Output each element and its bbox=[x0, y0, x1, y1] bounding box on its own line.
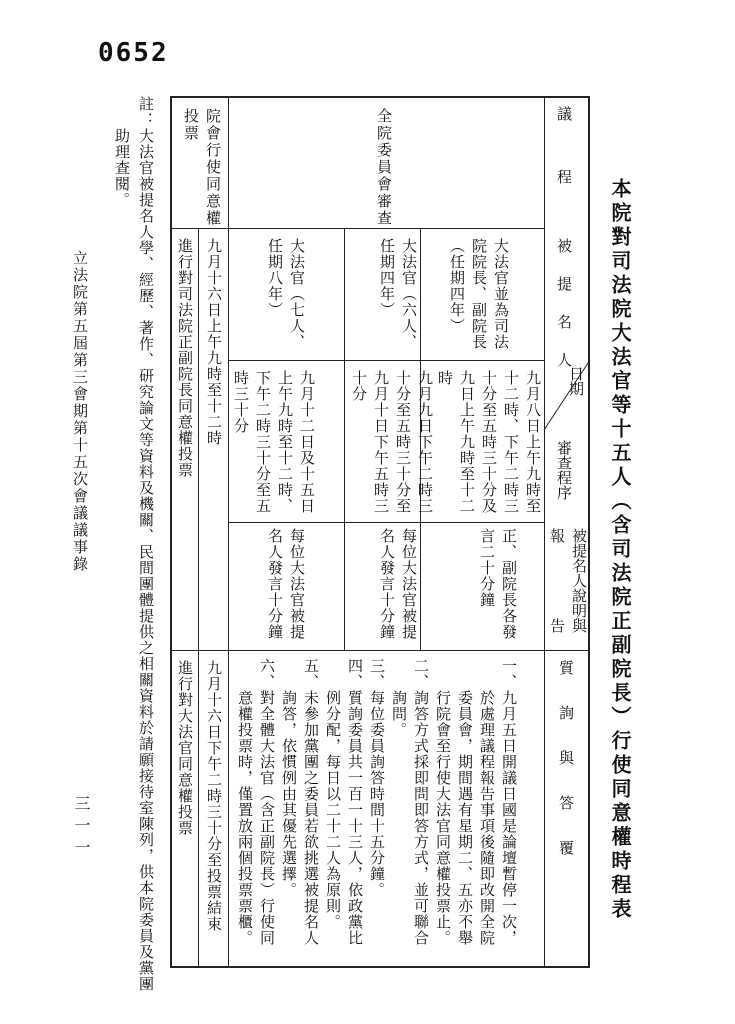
date-president: 九月八日上午九時至 十二時、下午二時三 十分至五時三十分及 九日上午九時至十二 時 bbox=[436, 370, 542, 514]
explain-8yr: 每位大法官被提 名人發言十分鐘 bbox=[266, 528, 306, 640]
vote-date-president: 九月十六日上午九時至十二時 bbox=[205, 238, 223, 446]
header-agenda: 議 程 bbox=[555, 106, 573, 190]
page-title: 本院對司法院大法官等十五人（含司法院正副院長）行使同意權時程表 bbox=[608, 178, 632, 922]
vote-date-justices: 九月十六日下午二時三十分至投票結束 bbox=[205, 660, 223, 932]
page-label: 三一一 bbox=[72, 795, 91, 861]
header-qa: 質 詢 與 答 覆 bbox=[557, 660, 575, 855]
footnote: 註：大法官被提名人學、經歷、著作、研究論文等資料及機關、民間團體提供之相關資料於請願接待室陳列，供本院委員及黨團 助理查閱。 bbox=[113, 96, 155, 992]
explain-4yr: 每位大法官被提 名人發言十分鐘 bbox=[378, 528, 418, 640]
header-nominee: 被 提 名 人 bbox=[555, 238, 573, 371]
date-8yr: 九月十二日及十五日 上午九時至十二時、 下午二時三十分至五 時三十分 bbox=[232, 370, 316, 514]
header-date: 日期 bbox=[567, 366, 585, 396]
nominee-president: 大法官並為司法 院院長、副院長 （任期四年） bbox=[448, 238, 510, 350]
nominee-8yr: 大法官（七人、 任期八年） bbox=[266, 238, 306, 350]
header-explain: 被提名人說明與 報 告 bbox=[548, 528, 588, 633]
qa-content: 一、九月五日開議日國是論壇暫停一次， 於處理議程報告事項後隨即改開全院 委員會，期間遇有星期二、五亦不舉 行院會至行使大法官同意權投票止。 二、詢答方式採即問即答方式，並可聯合 詢問。 三、每位委員詢答時間十五分鐘。 四、質詢委員共一百一十三人，依政黨比 例分配，每日以二十二人為原則。 五、未參加黨團之委員若欲挑選被提名人 詢答，依慣例由其優先選擇。 六、對全體大法官（含正副院長）行使同 意權投票時，僅置放兩個投票票櫃。 bbox=[236, 658, 518, 946]
page-number: 0652 bbox=[98, 38, 169, 68]
header-procedure: 審查程序 bbox=[555, 440, 573, 500]
vote-agenda: 院會行使同意權 投票 bbox=[182, 108, 222, 227]
vote-text-president: 進行對司法院正副院長同意權投票 bbox=[176, 238, 194, 478]
explain-president: 正、副院長各發 言二十分鐘 bbox=[478, 528, 518, 640]
committee-agenda: 全院委員會審查 bbox=[375, 108, 393, 227]
date-4yr: 九月九日下午二時三 十分至五時三十分至 九月十日下午五時三 十分 bbox=[350, 370, 434, 514]
nominee-4yr: 大法官（六人、 任期四年） bbox=[378, 238, 418, 350]
footer-title: 立法院第五屆第三會期第十五次會議議事錄 bbox=[71, 250, 89, 573]
vote-text-justices: 進行對大法官同意權投票 bbox=[176, 660, 194, 836]
